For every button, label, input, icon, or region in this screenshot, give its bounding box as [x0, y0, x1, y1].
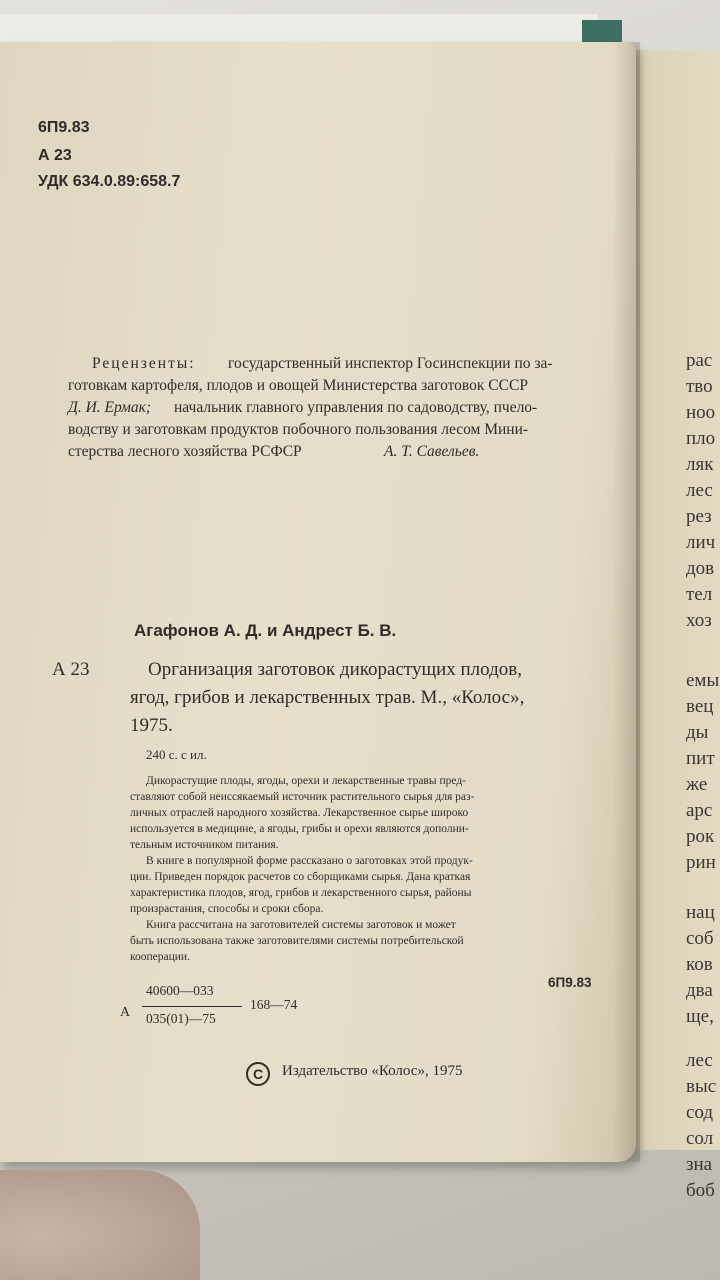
- reviewers-line: начальник главного управления по садоводству, пчело-: [174, 399, 538, 416]
- facing-page-fragment: выс: [686, 1076, 717, 1097]
- book-title-line: ягод, грибов и лекарственных трав. М., «Колос»,: [130, 687, 525, 708]
- annotation-line: тельным источником питания.: [130, 839, 279, 851]
- page-count: 240 с. с ил.: [146, 747, 207, 762]
- fraction-bar: [142, 1006, 242, 1007]
- facing-page-fragment: ще,: [686, 1006, 714, 1027]
- code-numerator: 40600—033: [146, 983, 214, 998]
- bbk-index: 6П9.83: [38, 119, 90, 136]
- facing-page-fragment: пло: [686, 428, 716, 449]
- reviewers-label: Рецензенты:: [92, 355, 196, 372]
- facing-page-fragment: лес: [686, 1050, 713, 1071]
- annotation-line: В книге в популярной форме рассказано о заготовках этой продук-: [146, 855, 473, 867]
- card-author-mark: А 23: [52, 659, 90, 680]
- annotation-line: личных отраслей народного хозяйства. Лекарственное сырье широко: [130, 807, 469, 819]
- bbk-index-right: 6П9.83: [548, 975, 592, 990]
- annotation-line: характеристика плодов, ягод, грибов и лекарственного сырья, районы: [130, 887, 472, 899]
- code-denominator: 035(01)—75: [146, 1011, 216, 1026]
- annotation-line: произрастания, способы и сроки сбора.: [130, 903, 324, 915]
- annotation-line: быть использована также заготовителями системы потребительской: [130, 935, 464, 947]
- facing-page-fragment: пит: [686, 748, 715, 769]
- annotation-line: Дикорастущие плоды, ягоды, орехи и лекарственные травы пред-: [146, 775, 467, 787]
- facing-page-fragment: арс: [686, 800, 713, 821]
- facing-page-fragment: сод: [686, 1102, 714, 1123]
- facing-page-fragment: вец: [686, 696, 714, 717]
- reviewers-line: готовкам картофеля, плодов и овощей Министерства заготовок СССР: [68, 377, 528, 394]
- udk-index: УДК 634.0.89:658.7: [38, 173, 181, 190]
- facing-page-fragment: ков: [686, 954, 713, 975]
- book-authors: Агафонов А. Д. и Андрест Б. В.: [134, 621, 397, 640]
- facing-page-fragment: дов: [686, 558, 715, 579]
- facing-page-fragment: же: [686, 774, 708, 795]
- facing-page-fragment: нац: [686, 902, 715, 923]
- page-edge-shadow: [612, 42, 640, 1162]
- facing-page-fragment: рин: [686, 852, 716, 873]
- facing-page-fragment: ляк: [686, 454, 714, 475]
- facing-page-fragment: зна: [686, 1154, 713, 1175]
- facing-page-fragment: тел: [686, 584, 713, 605]
- facing-page-fragment: ды: [686, 722, 709, 743]
- facing-page-fragment: хоз: [686, 610, 712, 631]
- facing-page-fragment: сол: [686, 1128, 714, 1149]
- thumb: [0, 1170, 200, 1280]
- book-title-line: 1975.: [130, 715, 173, 736]
- code-suffix: 168—74: [250, 997, 298, 1012]
- publisher-line: Издательство «Колос», 1975: [282, 1063, 463, 1079]
- annotation-line: ставляют собой неиссякаемый источник растительного сырья для раз-: [130, 791, 475, 803]
- code-letter: А: [120, 1005, 131, 1020]
- facing-page-fragment: тво: [686, 376, 713, 397]
- facing-page-fragment: рас: [686, 350, 713, 371]
- annotation-line: Книга рассчитана на заготовителей системы заготовок и может: [146, 919, 456, 931]
- reviewer-name: Д. И. Ермак;: [68, 399, 152, 416]
- author-mark: А 23: [38, 147, 72, 164]
- book-title-line: Организация заготовок дикорастущих плодов,: [148, 659, 522, 680]
- annotation-line: кооперации.: [130, 951, 190, 963]
- reviewers-line: стерства лесного хозяйства РСФСР: [68, 443, 302, 460]
- facing-page-fragment: рок: [686, 826, 715, 847]
- facing-page-fragment: лич: [686, 532, 716, 553]
- reviewers-line: государственный инспектор Госинспекции по за-: [228, 355, 553, 372]
- facing-page-fragment: емы: [686, 670, 720, 691]
- facing-page-fragment: боб: [686, 1180, 715, 1201]
- facing-page-fragment: ноо: [686, 402, 716, 423]
- facing-page: [628, 50, 720, 1201]
- imprint-page: [0, 42, 636, 1162]
- copyright-icon: С: [246, 1062, 270, 1086]
- reviewers-line: водству и заготовкам продуктов побочного пользования лесом Мини-: [68, 421, 529, 438]
- annotation-line: ции. Приведен порядок расчетов со сборщиками сырья. Дана краткая: [130, 871, 471, 883]
- annotation-line: используется в медицине, а ягоды, грибы и орехи являются дополни-: [130, 823, 469, 835]
- facing-page-fragment: рез: [686, 506, 712, 527]
- facing-page-fragment: соб: [686, 928, 714, 949]
- reviewer-name: А. Т. Савельев.: [384, 443, 480, 460]
- facing-page-fragment: два: [686, 980, 713, 1001]
- facing-page-fragment: лес: [686, 480, 713, 501]
